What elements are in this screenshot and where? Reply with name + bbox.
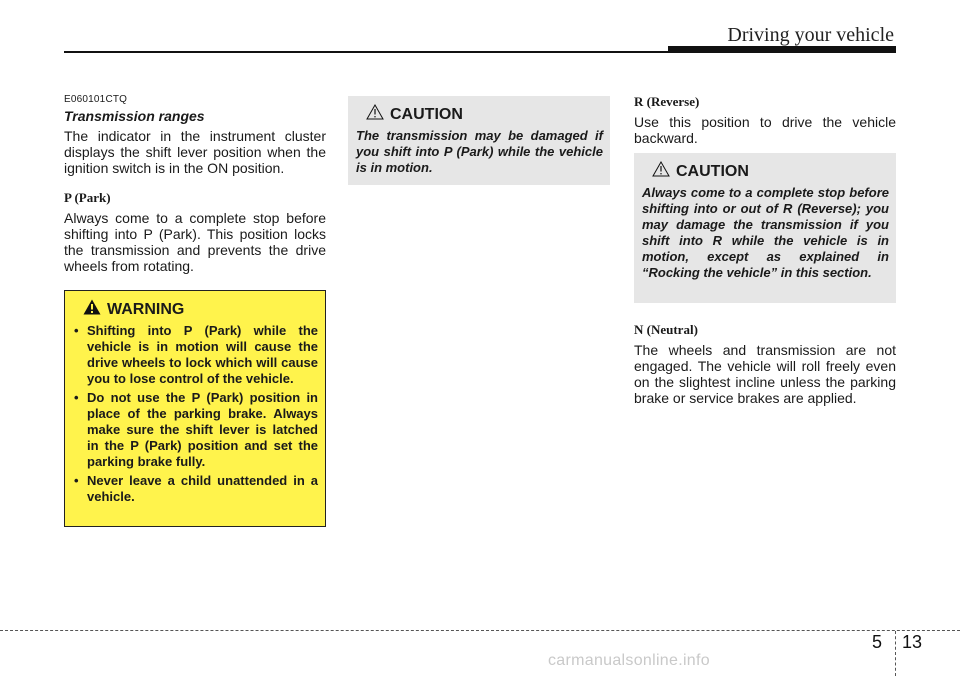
neutral-section: [634, 322, 896, 406]
intro-paragraph: The indicator in the instrument cluster displays the shift lever position when the ignition switch is in the ON position.: [64, 128, 326, 176]
caution-text: Always come to a complete stop before shifting into or out of R (Reverse); you may damage the transmission if you shift into R while the vehicle is in motion, except as explained in “Rocking the vehicle” in this section.: [642, 185, 889, 280]
warning-item: • Do not use the P (Park) position in place of the parking brake. Always make sure the shift lever is latched in the P (Park) position and set the parking brake fully.: [73, 390, 318, 470]
warning-list: [73, 323, 318, 505]
header-rule: [64, 51, 668, 53]
left-column: [64, 94, 326, 274]
reverse-heading: R (Reverse): [634, 94, 700, 109]
footer-rule: [0, 630, 960, 631]
warning-title: WARNING: [107, 300, 185, 318]
caution-title: CAUTION: [676, 162, 749, 180]
neutral-heading: N (Neutral): [634, 322, 698, 337]
caution-box-reverse: [634, 153, 896, 303]
watermark: carmanualsonline.info: [548, 652, 710, 669]
caution-title-row: [366, 104, 603, 125]
caution-icon: [366, 104, 384, 125]
caution-title: CAUTION: [390, 105, 463, 123]
neutral-paragraph: The wheels and transmission are not engaged. The vehicle will roll freely even on the slightest incline unless the parking brake or service brakes are applied.: [634, 342, 896, 406]
warning-box: [64, 290, 326, 527]
section-code: E060101CTQ: [64, 94, 128, 105]
footer-divider: [895, 631, 896, 676]
subheading: Transmission ranges: [64, 108, 205, 124]
right-column: [634, 94, 896, 146]
warning-title-row: [83, 299, 318, 320]
caution-title-row: [652, 161, 889, 182]
chapter-title: Driving your vehicle: [727, 24, 894, 46]
page-number: 13: [902, 632, 923, 652]
caution-text: The transmission may be damaged if you shift into P (Park) while the vehicle is in motion.: [356, 128, 603, 175]
park-heading: P (Park): [64, 190, 111, 205]
reverse-paragraph: Use this position to drive the vehicle backward.: [634, 114, 896, 146]
warning-item: • Never leave a child unattended in a vehicle.: [73, 473, 318, 505]
caution-icon: [652, 161, 670, 182]
warning-item: • Shifting into P (Park) while the vehicle is in motion will cause the drive wheels to lock which will cause you to lose control of the vehicle.: [73, 323, 318, 387]
warning-icon: [83, 299, 101, 320]
caution-box-park: [348, 96, 610, 185]
header-bar: [668, 46, 896, 53]
section-number: 5: [872, 632, 883, 652]
park-paragraph: Always come to a complete stop before shifting into P (Park). This position locks the transmission and prevents the drive wheels from rotating.: [64, 210, 326, 274]
